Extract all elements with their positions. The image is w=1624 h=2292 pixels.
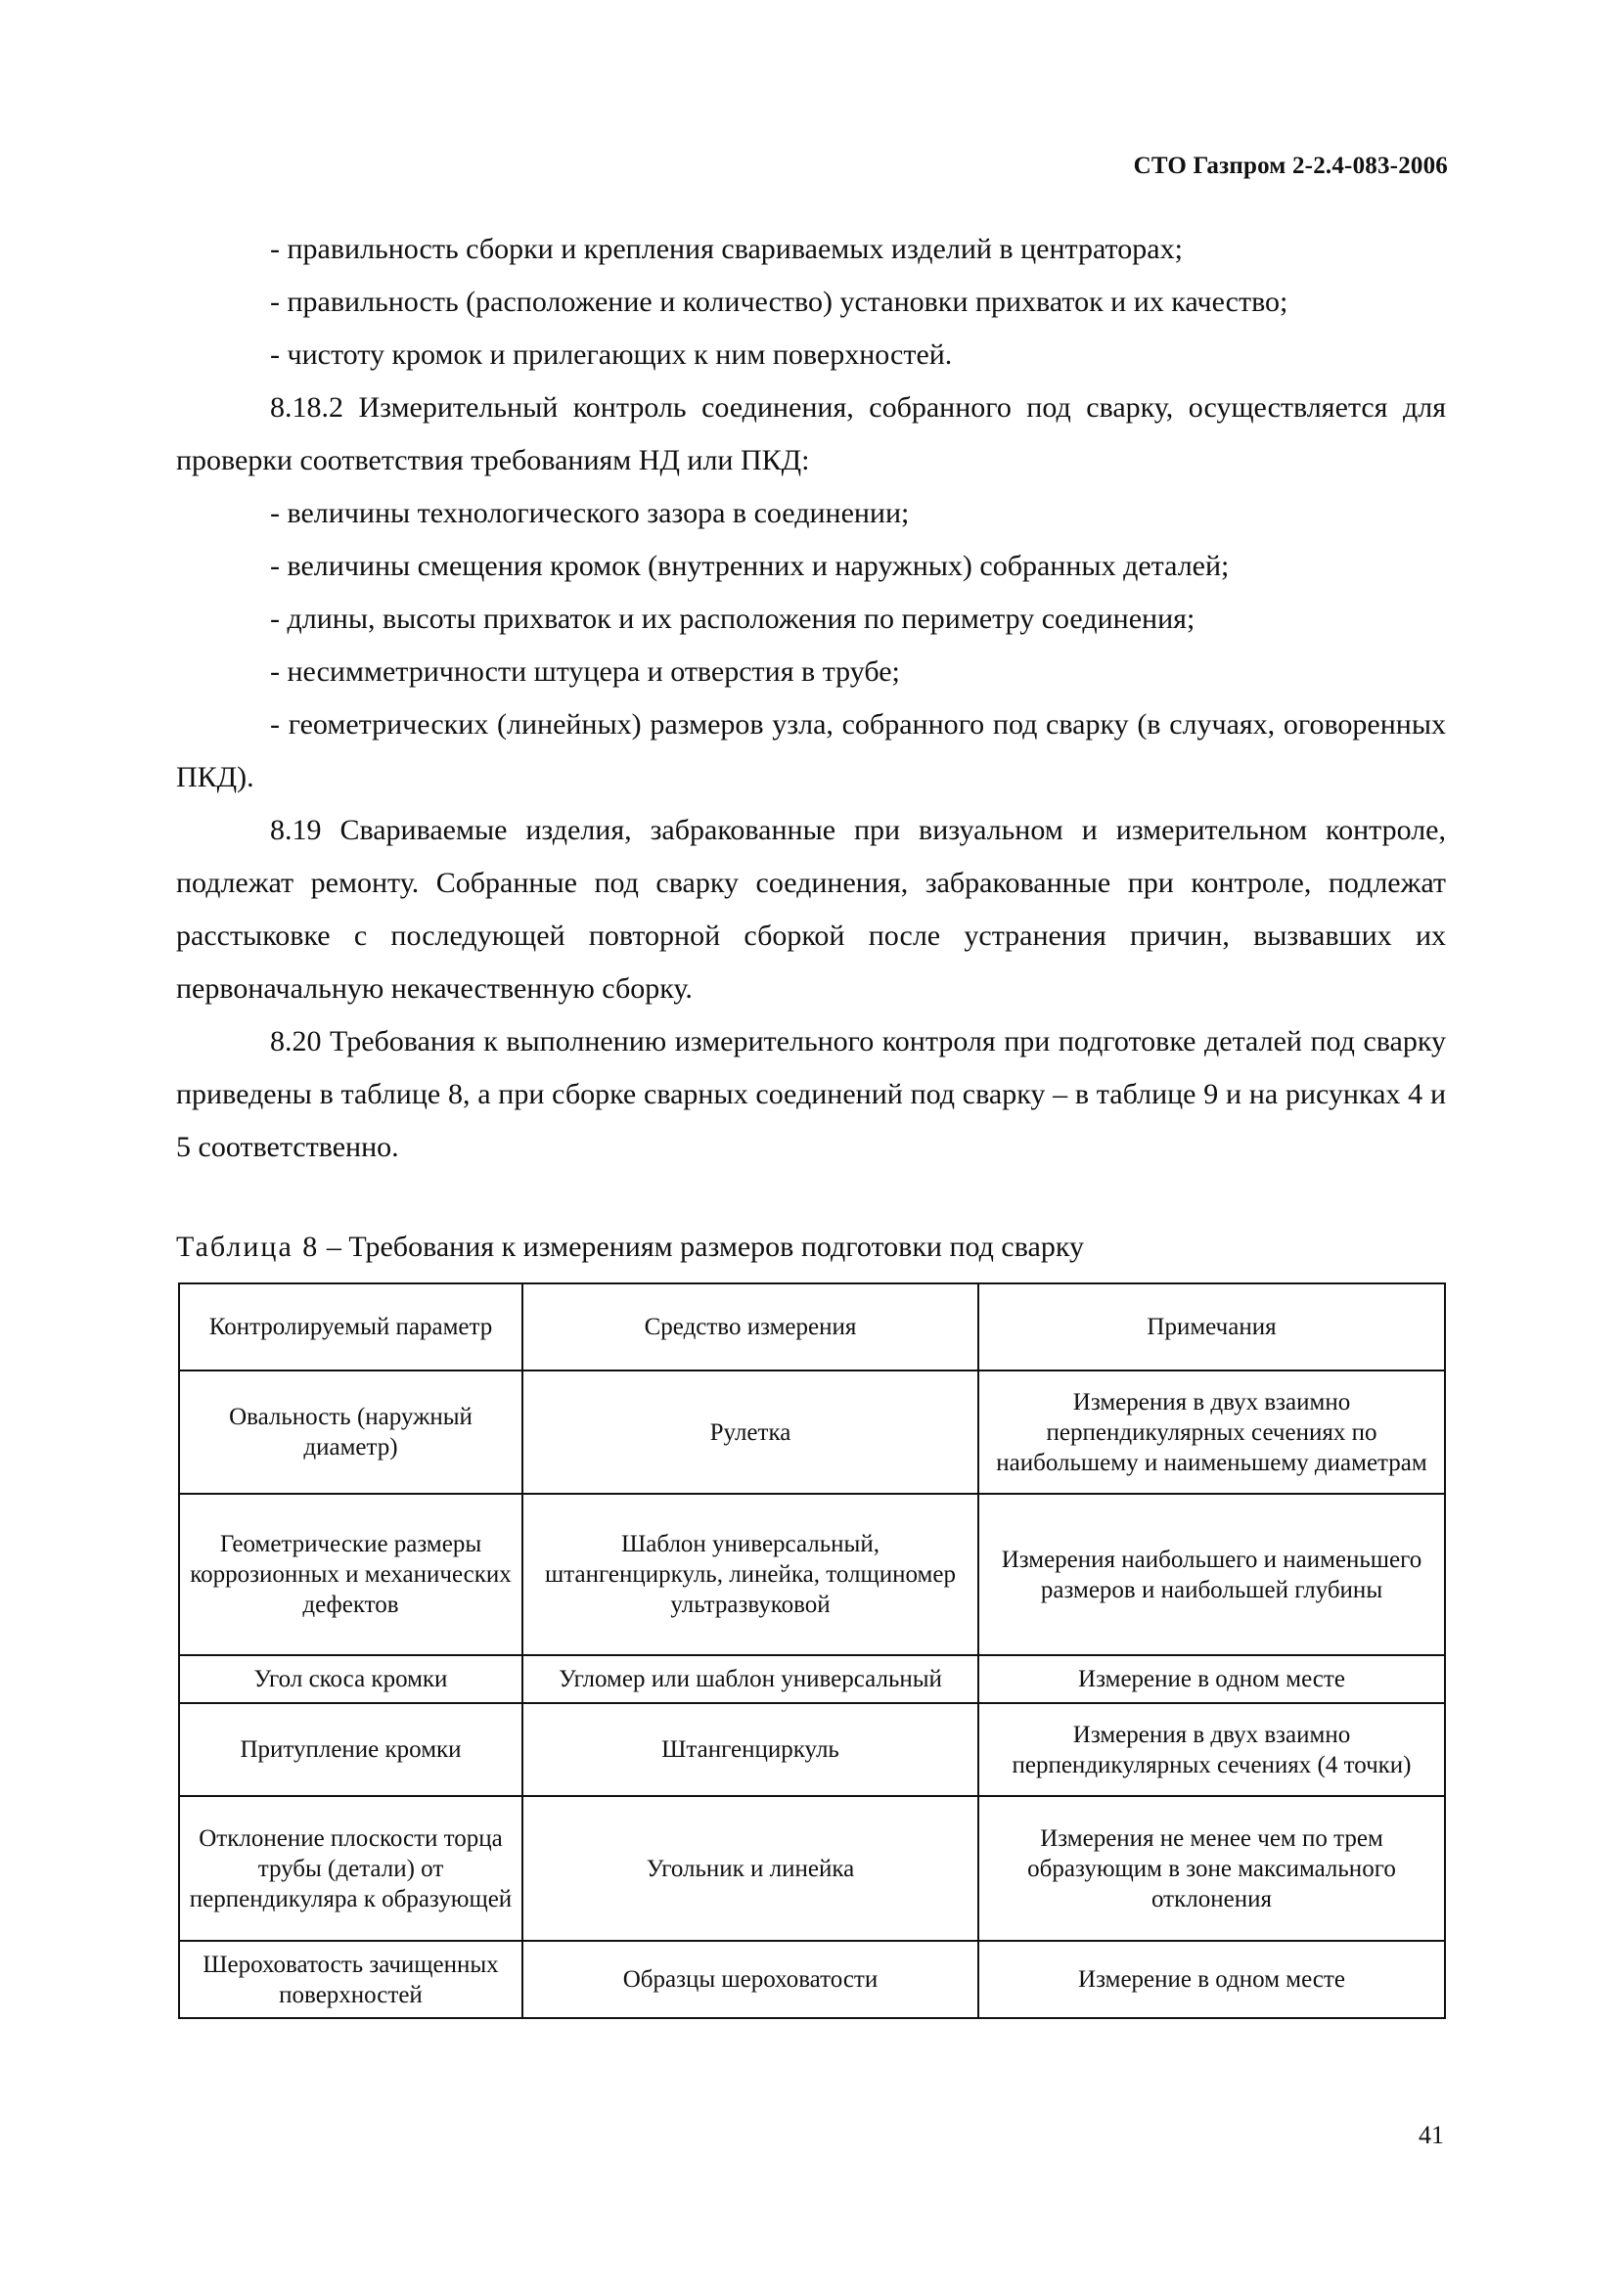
table-cell: Измерения в двух взаимно перпендикулярных сечениях (4 точки) [978,1703,1445,1796]
page-number: 41 [1419,2121,1444,2149]
table-cell: Отклонение плоскости торца трубы (детали) от перпендикуляра к образующей [179,1796,522,1941]
list-item: - правильность (расположение и количество) установки прихваток и их качество; [270,286,1288,318]
body-text [176,223,1446,1174]
table-caption-label: Таблица 8 [176,1231,320,1263]
table-cell: Угол скоса кромки [179,1655,522,1703]
paragraph-8-20: 8.20 Требования к выполнению измерительного контроля при подготовке деталей под сварку приведены в таблице 8, а при сборке сварных соединений под сварку – в таблице 9 и на рисунках 4 и 5 соответственно. [176,1025,1446,1163]
table-row [179,1371,1445,1494]
table-row [179,1655,1445,1703]
list-item-wrapped: - геометрических (линейных) размеров узла, собранного под сварку (в случаях, оговоренных ПКД). [176,708,1446,793]
table-cell: Измерения наибольшего и наименьшего размеров и наибольшей глубины [978,1494,1445,1655]
table-cell: Геометрические размеры коррозионных и механических дефектов [179,1494,522,1655]
list-item: - длины, высоты прихваток и их расположения по периметру соединения; [270,603,1195,635]
table-row [179,1494,1445,1655]
table-cell: Измерения в двух взаимно перпендикулярных сечениях по наибольшему и наименьшему диаметрам [978,1371,1445,1494]
column-header: Примечания [978,1283,1445,1371]
table-cell: Притупление кромки [179,1703,522,1796]
list-item: - правильность сборки и крепления свариваемых изделий в центраторах; [270,233,1183,265]
list-item: - несимметричности штуцера и отверстия в трубе; [270,655,900,688]
column-header: Средство измерения [522,1283,978,1371]
table-header-row [179,1283,1445,1371]
table-cell: Рулетка [522,1371,978,1494]
table-cell: Угольник и линейка [522,1796,978,1941]
table-cell: Образцы шероховатости [522,1941,978,2018]
list-item: - чистоту кромок и прилегающих к ним поверхностей. [270,338,953,371]
table-row [179,1796,1445,1941]
document-header: СТО Газпром 2-2.4-083-2006 [1133,153,1448,179]
paragraph-8-19: 8.19 Свариваемые изделия, забракованные при визуальном и измерительном контроле, подлежат ремонту. Собранные под сварку соединения, забракованные при контроле, подлежат расстыковке с последующей повторной сборкой после устранения причин, вызвавших их первоначальную некачественную сборку. [176,814,1446,1005]
table-row [179,1941,1445,2018]
list-item: - величины смещения кромок (внутренних и наружных) собранных деталей; [270,550,1230,582]
table-row [179,1703,1445,1796]
table-cell: Шаблон универсальный, штангенциркуль, линейка, толщиномер ультразвуковой [522,1494,978,1655]
table-cell: Шероховатость зачищенных поверхностей [179,1941,522,2018]
table-caption-text: – Требования к измерениям размеров подготовки под сварку [319,1231,1084,1263]
table-cell: Измерение в одном месте [978,1941,1445,2018]
table-cell: Штангенциркуль [522,1703,978,1796]
table-cell: Угломер или шаблон универсальный [522,1655,978,1703]
requirements-table [178,1282,1446,2019]
list-item: - величины технологического зазора в соединении; [270,497,910,529]
column-header: Контролируемый параметр [179,1283,522,1371]
table-cell: Измерение в одном месте [978,1655,1445,1703]
table-caption [176,1231,1446,1264]
table-cell: Измерения не менее чем по трем образующим в зоне максимального отклонения [978,1796,1445,1941]
paragraph-8-18-2: 8.18.2 Измерительный контроль соединения, собранного под сварку, осуществляется для проверки соответствия требованиям НД или ПКД: [176,391,1446,476]
table-cell: Овальность (наружный диаметр) [179,1371,522,1494]
